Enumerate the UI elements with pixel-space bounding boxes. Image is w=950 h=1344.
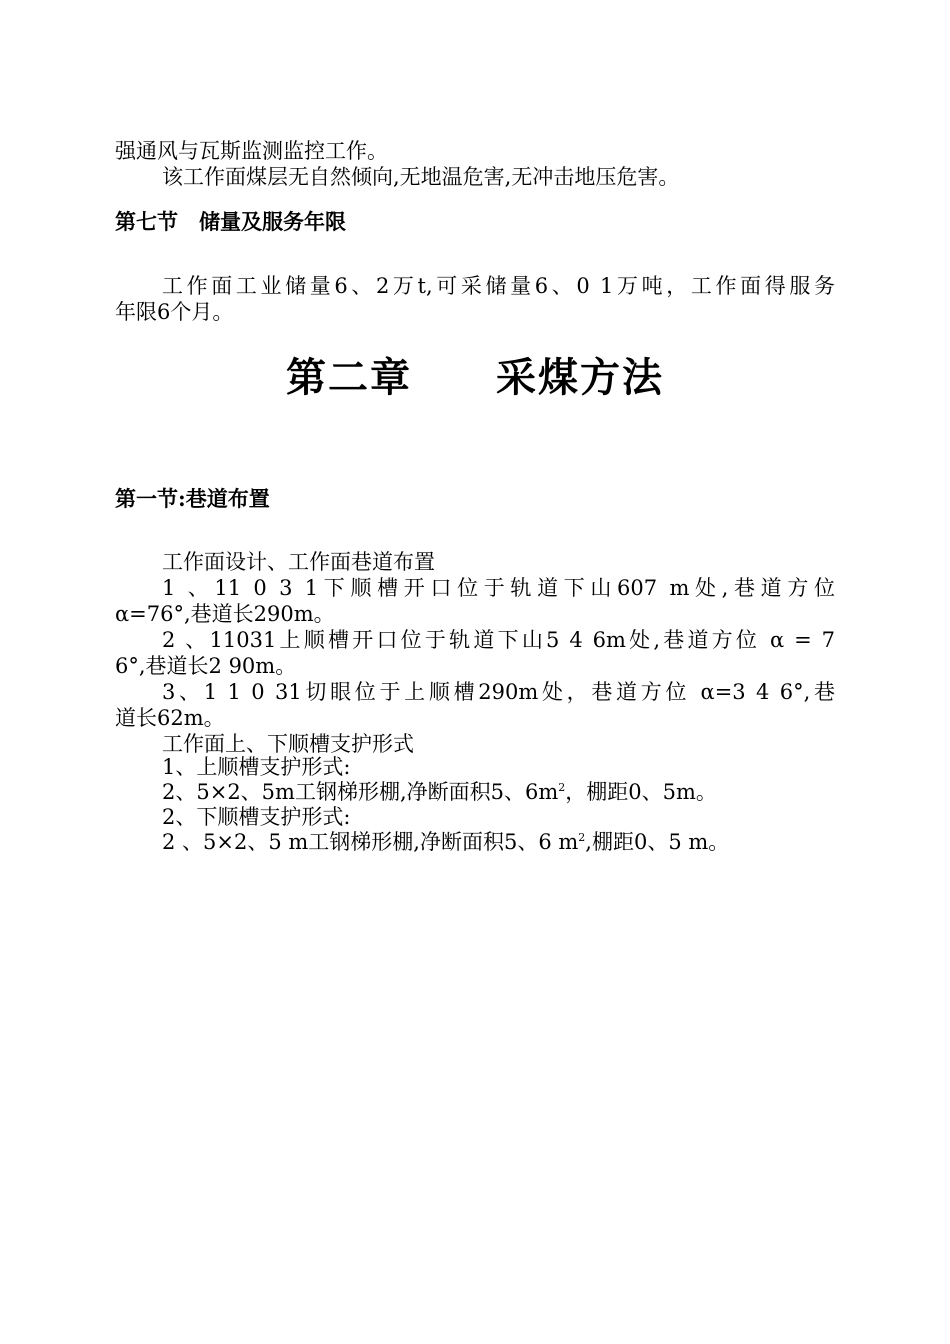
paragraph-line: 该工作面煤层无自然倾向,无地温危害,无冲击地压危害。 bbox=[162, 165, 680, 189]
paragraph-line: 强通风与瓦斯监测监控工作。 bbox=[115, 139, 388, 163]
paragraph-line: 工作面上、下顺槽支护形式 bbox=[162, 732, 414, 756]
section-heading: 第一节:巷道布置 bbox=[115, 486, 270, 511]
paragraph-line: 工作面设计、工作面巷道布置 bbox=[162, 550, 435, 574]
superscript: 2 bbox=[578, 831, 586, 844]
chapter-title: 第二章 采煤方法 bbox=[286, 354, 664, 401]
text-segment: ，棚距0、5m。 bbox=[565, 780, 717, 804]
paragraph-line: 工作面工业储量6、2万t,可采储量6、0 1万吨，工作面得服务 bbox=[162, 274, 835, 298]
section-heading: 第七节 储量及服务年限 bbox=[115, 209, 346, 234]
text-segment: 2、5×2、5m工钢梯形棚,净断面积5、6m bbox=[162, 780, 559, 804]
text-segment: ,棚距0、5 m。 bbox=[585, 830, 730, 854]
text-segment: 2 、5×2、5 m工钢梯形棚,净断面积5、6 m bbox=[162, 830, 579, 854]
paragraph-line: 6°,巷道长2 90m。 bbox=[115, 654, 297, 678]
paragraph-line: 年限6个月。 bbox=[115, 300, 234, 324]
superscript: 2 bbox=[558, 781, 566, 794]
paragraph-line bbox=[162, 829, 835, 855]
paragraph-line: 1 、11 0 3 1下顺槽开口位于轨道下山607 m处,巷道方位 bbox=[162, 576, 835, 600]
paragraph-line: 道长62m。 bbox=[115, 706, 225, 730]
paragraph-line: 3、1 1 0 31切眼位于上顺槽290m处，巷道方位 α=3 4 6°,巷 bbox=[162, 680, 835, 704]
paragraph-line: 1、上顺槽支护形式: bbox=[162, 755, 351, 779]
paragraph-line bbox=[162, 779, 835, 805]
paragraph-line: 2 、11031上顺槽开口位于轨道下山5 4 6m处,巷道方位 α = 7 bbox=[162, 628, 835, 652]
paragraph-line: 2、下顺槽支护形式: bbox=[162, 805, 351, 829]
paragraph-line: α=76°,巷道长290m。 bbox=[115, 602, 335, 626]
